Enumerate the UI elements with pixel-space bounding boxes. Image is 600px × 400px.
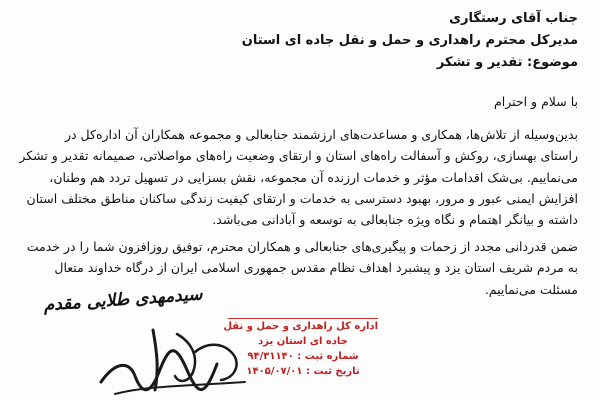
stamp-date: تاریخ ثبت : ۱۴۰۵/۰۷/۰۱: [246, 366, 360, 377]
paragraph-line: داشته و بیانگر اهتمام و نگاه ویژه جنابعالی به توسعه و آبادانی می‌باشد.: [212, 212, 578, 228]
body-paragraph-1: [18, 124, 578, 230]
paragraph-line: به مردم شریف استان یزد و پیشبرد اهداف نظام مقدس جمهوری اسلامی ایران از درگاه خداوند متعال: [54, 260, 578, 276]
stamp-number: شماره ثبت : ۹۴/۳۱۱۴۰: [247, 351, 359, 362]
stamp-org-line-2: جاده ای استان یزد: [258, 336, 348, 347]
recipient-line: جناب آقای رستگاری: [449, 11, 578, 26]
stamp-org-line-1: اداره کل راهداری و حمل و نقل: [223, 321, 378, 332]
paragraph-line: راستای بهسازی، روکش و آسفالت راه‌های استان و ارتقای وضعیت راه‌های مواصلاتی، صمیمانه تقدیر و تشکر: [19, 148, 578, 164]
signer-name: سیدمهدی طلایی مقدم: [42, 284, 204, 316]
greeting: با سلام و احترام: [494, 94, 578, 109]
paragraph-line: افزایش ایمنی عبور و مرور، بهبود دسترسی به خدمات و ارتقای کیفیت زندگی ساکنان مناطق مختلف استان: [26, 190, 578, 206]
handwritten-signature: [95, 312, 255, 400]
body-paragraph-2: [18, 236, 578, 300]
recipient-position: مدیرکل محترم راهداری و حمل و نقل جاده ای استان: [241, 33, 578, 48]
subject-line: موضوع: تقدیر و تشکر: [436, 55, 578, 70]
paragraph-line: مسئلت می‌نماییم.: [484, 281, 578, 297]
paragraph-line: ضمن قدردانی مجدد از زحمات و پیگیری‌های جنابعالی و همکاران محترم، توفیق روزافزون شما را در خدمت: [26, 239, 578, 254]
paragraph-line: بدین‌وسیله از تلاش‌ها، همکاری و مساعدت‌های ارزشمند جنابعالی و مجموعه همکاران آن اداره‌کل در: [64, 127, 578, 142]
paragraph-line: می‌نماییم. بی‌شک اقدامات مؤثر و خدمات ارزنده آن مجموعه، نقش بسزایی در تسهیل تردد هم وطنان،: [49, 169, 578, 185]
letter-header: [18, 8, 578, 74]
